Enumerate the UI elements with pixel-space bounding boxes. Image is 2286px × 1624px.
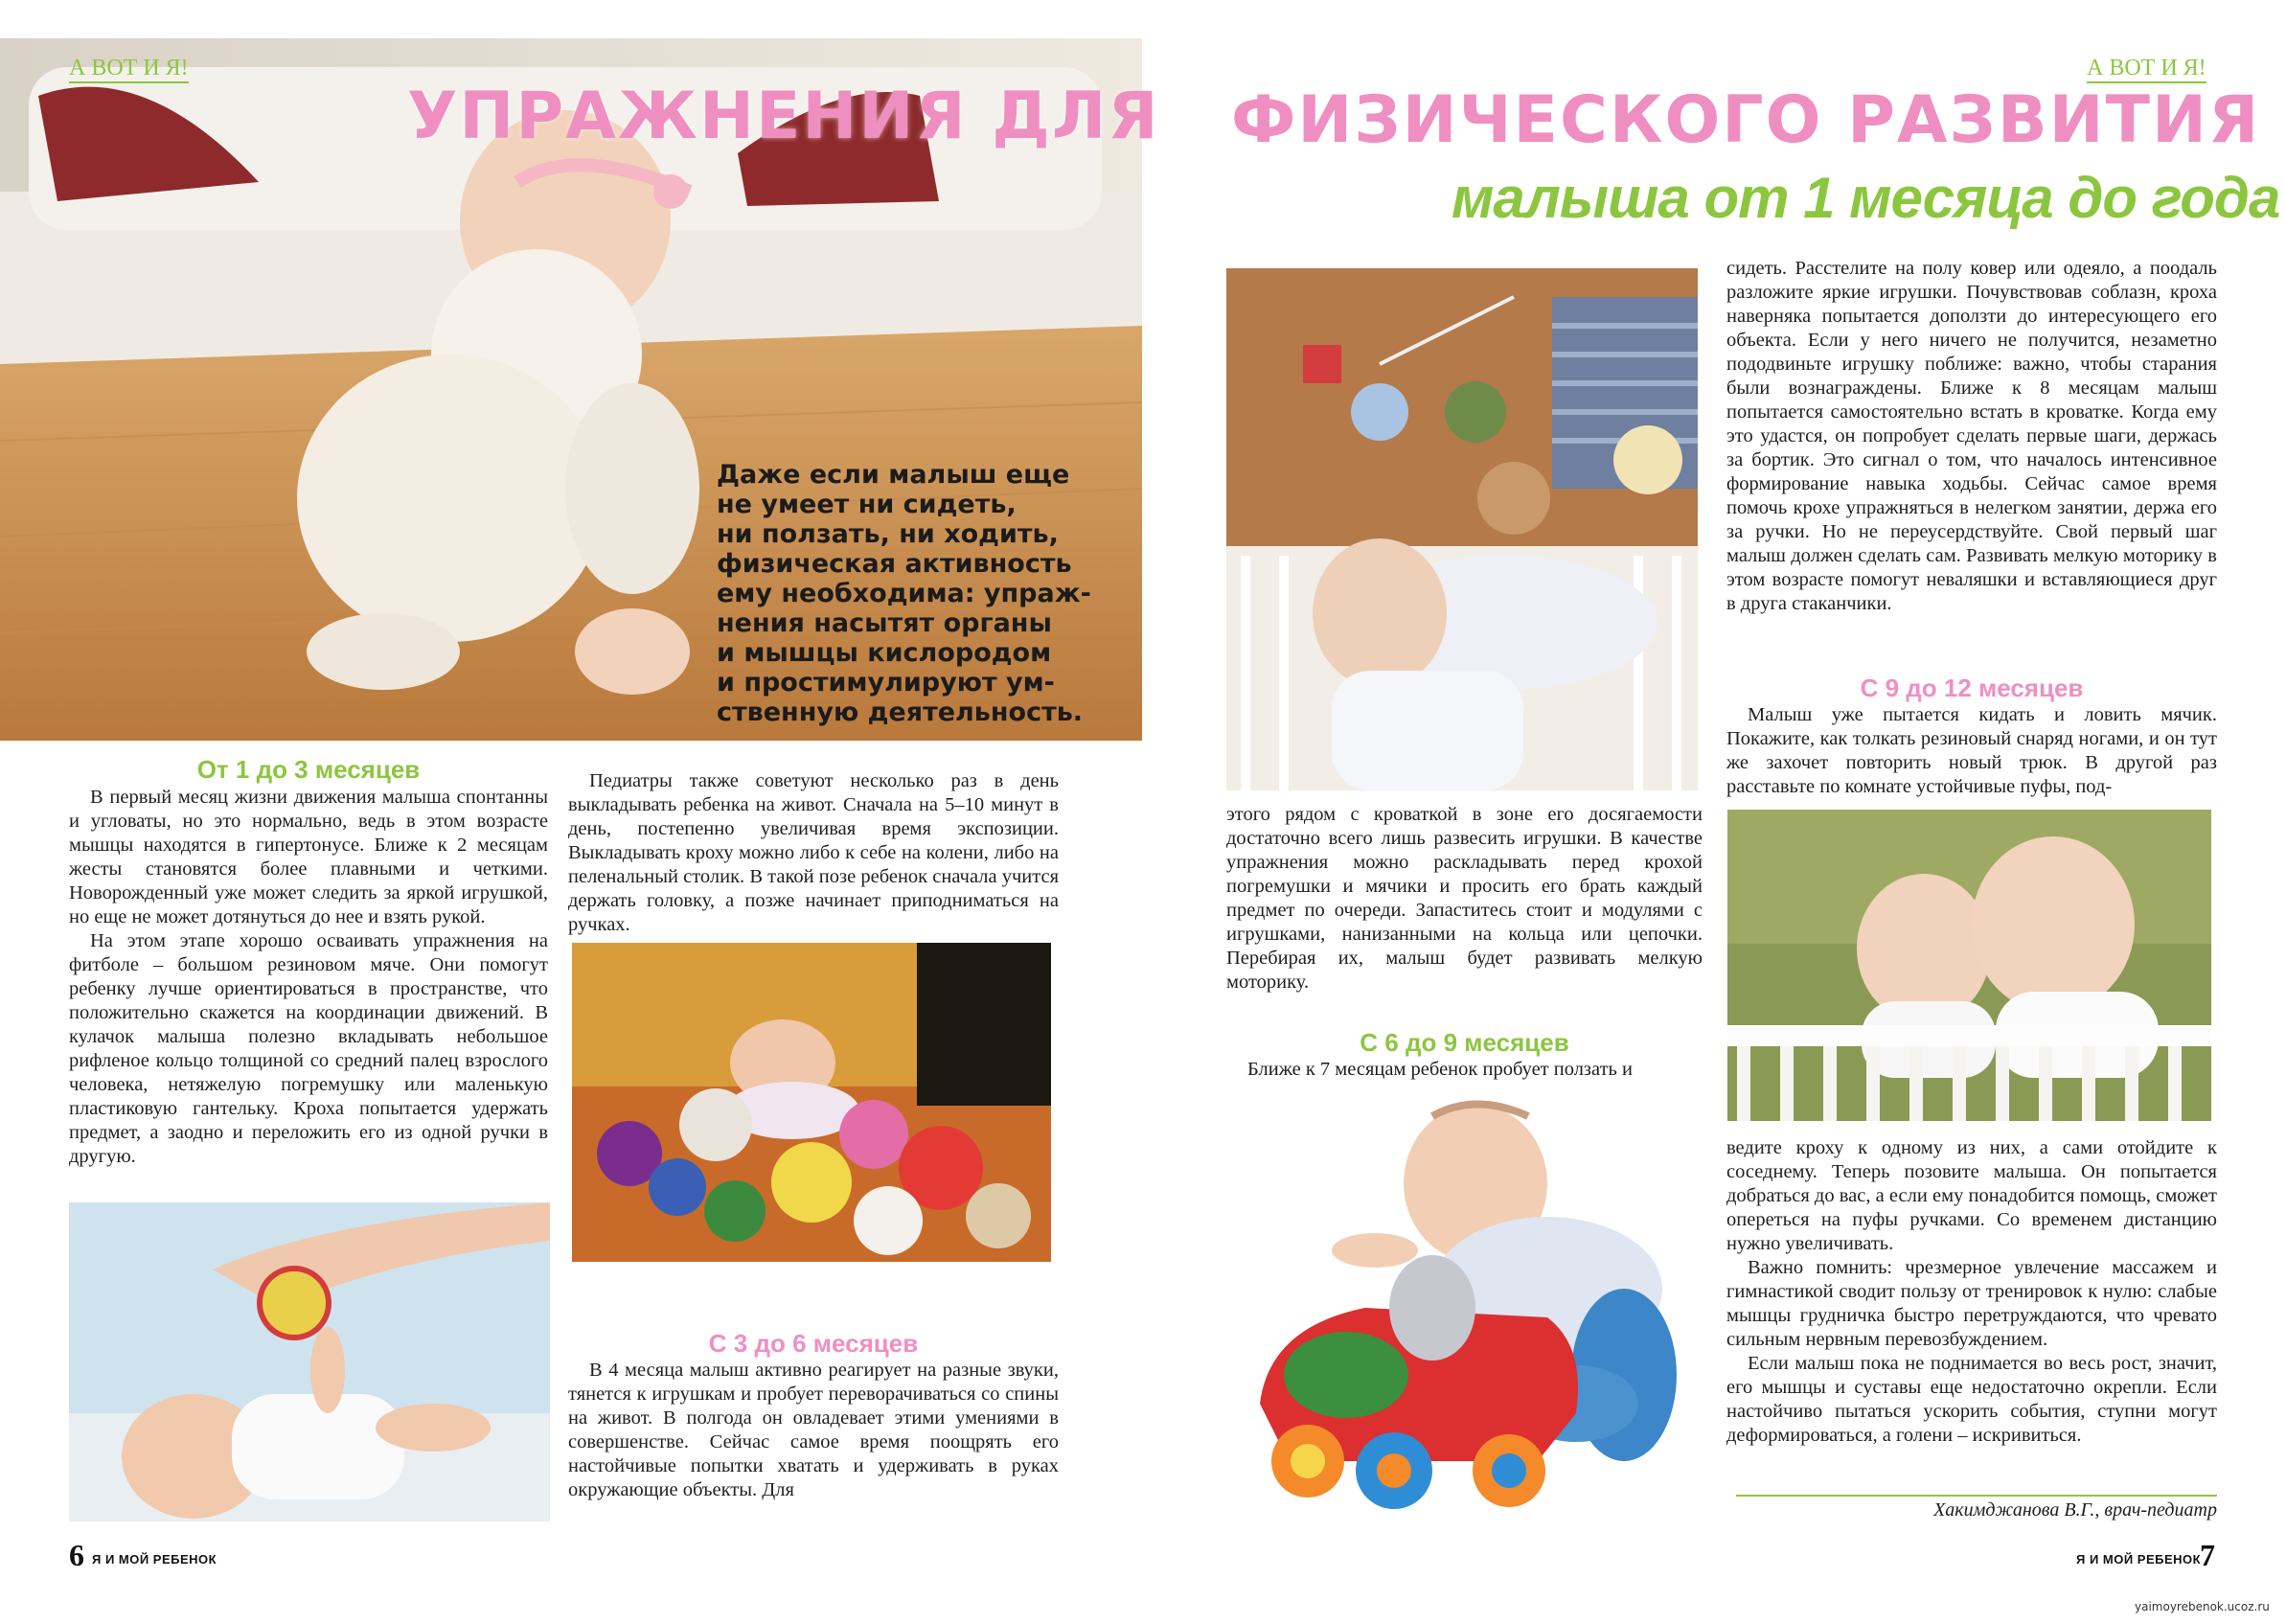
paragraph: Важно помнить: чрезмерное увлечение массажем и гимнастикой сводит пользу от тренировок к нулю: слабые мышцы грудничка быстро перетруждаются, что чревато сильным нервным перевозбуждением. (1726, 1257, 2217, 1350)
site-watermark: yaimoyrebenok.ucoz.ru (2135, 1600, 2270, 1613)
paragraph: Малыш уже пытается кидать и ловить мячик. Покажите, как толкать резиновый снаряд ногами, и он тут же захочет повторить новый трюк. В другой раз расставьте по комнате устойчивые пуфы, под- (1726, 704, 2217, 797)
magazine-name-right: Я И МОЙ РЕБЕНОК (2076, 1552, 2202, 1567)
heading-1-3-months: От 1 до 3 месяцев (196, 755, 421, 784)
column-3b-text (1226, 1058, 1703, 1082)
title-right: ФИЗИЧЕСКОГО РАЗВИТИЯ (1231, 82, 2261, 158)
paragraph: На этом этапе хорошо осваивать упражнения на фитболе – большом резиновом мяче. Они помогут ребенку лучше ориентироваться в пространстве, что положительно скажется на координации движений. В кулачок малыша полезно вкладывать небольшое рифленое кольцо толщиной со средний палец взрослого человека, нетяжелую погремушку или маленькую пластиковую гантельку. Кроха попытается удержать предмет, а заодно и переложить его из одной ручки в другую. (69, 930, 548, 1167)
photo-baby-with-rattle (69, 1202, 550, 1521)
paragraph: этого рядом с кроваткой в зоне его досягаемости достаточно всего лишь развесить игрушки. В качестве упражнения можно раскладывать перед крохой погремушки и мячики и просить его брать каждый предмет по очереди. Запаститесь стоит и модулями с игрушками, нанизанными на кольца или цепочки. Перебирая их, малыш будет развивать мелкую моторику. (1226, 804, 1703, 993)
title-left: УПРАЖНЕНИЯ ДЛЯ (407, 79, 1160, 154)
lead-line: и мышцы кислородом (717, 638, 1052, 668)
photo-baby-with-balls (572, 943, 1051, 1262)
lead-paragraph (717, 460, 1091, 727)
subtitle: малыша от 1 месяца до года (1452, 166, 2280, 230)
heading-6-9-months: С 6 до 9 месяцев (1360, 1028, 1569, 1057)
lead-line: нения насытят органы (717, 608, 1052, 638)
rubric-right: А ВОТ И Я! (2087, 56, 2206, 83)
magazine-name-left: Я И МОЙ РЕБЕНОК (92, 1552, 217, 1567)
column-4-text (1726, 257, 2217, 616)
heading-9-12-months: С 9 до 12 месяцев (1860, 674, 2084, 702)
photo-baby-with-toy-car (1231, 1087, 1691, 1528)
lead-line: Даже если малыш еще (717, 460, 1070, 490)
column-4c-text (1726, 1136, 2217, 1448)
column-2-text (568, 769, 1059, 937)
paragraph: Если малыш пока не поднимается во весь рост, значит, его мышцы и суставы еще недостаточно окрепли. Если настойчиво пытаться ускорить события, ступни могут деформироваться, а голени – искривиться. (1726, 1353, 2217, 1446)
paragraph: В первый месяц жизни движения малыша спонтанны и угловаты, но это нормально, ведь в этом возрасте мышцы находятся в гипертонусе. Ближе к 2 месяцам жесты становятся более плавными и четкими. Новорожденный уже может следить за яркой игрушкой, но еще не может дотянуться до нее и взять рукой. (69, 787, 548, 927)
paragraph: Ближе к 7 месяцам ребенок пробует ползать и (1247, 1059, 1634, 1080)
paragraph: ведите кроху к одному из них, а сами отойдите к соседнему. Теперь позовите малыша. Он попытается добраться до вас, а если ему понадобится помощь, сможет опереться на пуфы ручками. Со временем дистанцию нужно увеличивать. (1726, 1137, 2217, 1254)
column-3-text (1226, 803, 1703, 995)
paragraph: В 4 месяца малыш активно реагирует на разные звуки, тянется к игрушкам и пробует переворачиваться со спины на живот. В полгода он овладевает этими умениями в совершенстве. Сейчас самое время поощрять его настойчивые попытки хватать и удерживать в руках окружающие объекты. Для (568, 1360, 1059, 1500)
lead-line: и простимулируют ум- (717, 668, 1055, 698)
author-signature: Хакимджанова В.Г., врач-педиатр (1933, 1499, 2217, 1521)
rubric-left: А ВОТ И Я! (69, 56, 189, 83)
column-1-text (69, 786, 548, 1169)
paragraph: сидеть. Расстелите на полу ковер или одеяло, а поодаль разложите яркие игрушки. Почувствовав соблазн, кроха наверняка попытается доползти до интересующего его объекта. Если у него ничего не получится, незаметно пододвиньте игрушку поближе: важно, чтобы старания были вознаграждены. Ближе к 8 месяцам малыш попытается самостоятельно встать в кроватке. Когда ему это удастся, он попробует сделать первые шаги, держась за бортик. Это сигнал о том, что началось интенсивное формирование навыка ходьбы. Сейчас самое время помочь крохе упражняться в нелегком занятии, держа его за ручки. Но не переусердствуйте. Свой первый шаг малыш должен сделать сам. Развивать мелкую моторику в этом возрасте помогут неваляшки и вставляющиеся друг в друга стаканчики. (1726, 258, 2217, 614)
column-4b-text (1726, 703, 2217, 799)
author-divider (1736, 1495, 2217, 1497)
lead-line: ственную деятельность. (717, 698, 1084, 727)
lead-line: не умеет ни сидеть, (717, 490, 1017, 519)
page-number-left: 6 (69, 1538, 84, 1572)
photo-two-babies-in-crib (1727, 810, 2211, 1121)
photo-baby-with-mobile (1226, 268, 1698, 790)
lead-line: физическая активность (717, 549, 1072, 579)
lead-line: ему необходима: упраж- (717, 579, 1091, 608)
column-2b-text (568, 1359, 1059, 1502)
page-number-right: 7 (2200, 1538, 2215, 1572)
lead-line: ни ползать, ни ходить, (717, 519, 1059, 549)
heading-3-6-months: С 3 до 6 месяцев (708, 1329, 919, 1358)
paragraph: Педиатры также советуют несколько раз в день выкладывать ребенка на живот. Сначала на 5–10 минут в день, постепенно увеличивая время экспозиции. Выкладывать кроху можно либо к себе на колени, либо на пеленальный столик. В такой позе ребенок сначала учится держать головку, а позже начинает приподниматься на ручках. (568, 770, 1059, 935)
